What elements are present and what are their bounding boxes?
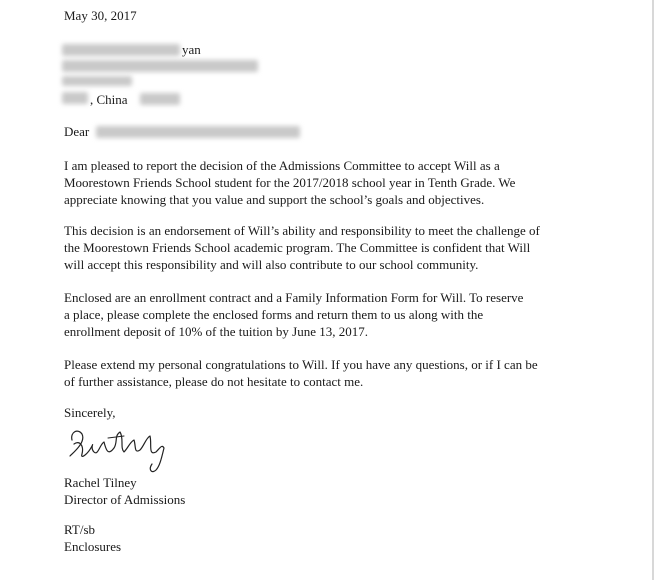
address-line-1-visible: yan [182, 42, 201, 57]
paragraph-enrollment [64, 289, 604, 340]
enclosures-note: Enclosures [64, 539, 122, 554]
salutation [64, 124, 89, 140]
paragraph-line: Moorestown Friends School student for the 2017/2018 school year in Tenth Grade. We [64, 175, 516, 190]
paragraph-acceptance [64, 157, 604, 208]
signer-title: Director of Admissions [64, 492, 186, 507]
redacted-address-line-1 [62, 44, 180, 56]
reference-initials: RT/sb [64, 522, 96, 537]
paragraph-line: appreciate knowing that you value and support the school’s goals and objectives. [64, 192, 485, 207]
paragraph-line: enrollment deposit of 10% of the tuition by June 13, 2017. [64, 324, 369, 339]
reference-block [64, 521, 121, 555]
redacted-recipient-name [96, 126, 300, 138]
paragraph-line: a place, please complete the enclosed forms and return them to us along with the [64, 307, 484, 322]
redacted-address-line-3b [140, 93, 180, 105]
redacted-address-line-3a [62, 92, 88, 104]
paragraph-line: I am pleased to report the decision of the Admissions Committee to accept Will as a [64, 158, 500, 173]
signer-name: Rachel Tilney [64, 475, 137, 490]
address-line-3-visible: , China [90, 92, 128, 107]
salutation-label: Dear [64, 124, 90, 139]
paragraph-line: Please extend my personal congratulations to Will. If you have any questions, or if I can be [64, 357, 538, 372]
paragraph-endorsement [64, 222, 604, 273]
handwritten-signature [64, 418, 174, 480]
paragraph-congratulations [64, 356, 604, 390]
paragraph-line: the Moorestown Friends School academic program. The Committee is confident that Will [64, 240, 531, 255]
redacted-address-line-2a [62, 60, 258, 72]
letter-date: May 30, 2017 [64, 8, 137, 23]
paragraph-line: will accept this responsibility and will also contribute to our school community. [64, 257, 479, 272]
paragraph-line: Enclosed are an enrollment contract and a Family Information Form for Will. To reserve [64, 290, 524, 305]
paragraph-line: of further assistance, please do not hesitate to contact me. [64, 374, 364, 389]
paragraph-line: This decision is an endorsement of Will’s ability and responsibility to meet the challenge of [64, 223, 540, 238]
redacted-address-line-2b [62, 76, 132, 86]
signer-block [64, 474, 185, 508]
closing: Sincerely, [64, 405, 116, 420]
